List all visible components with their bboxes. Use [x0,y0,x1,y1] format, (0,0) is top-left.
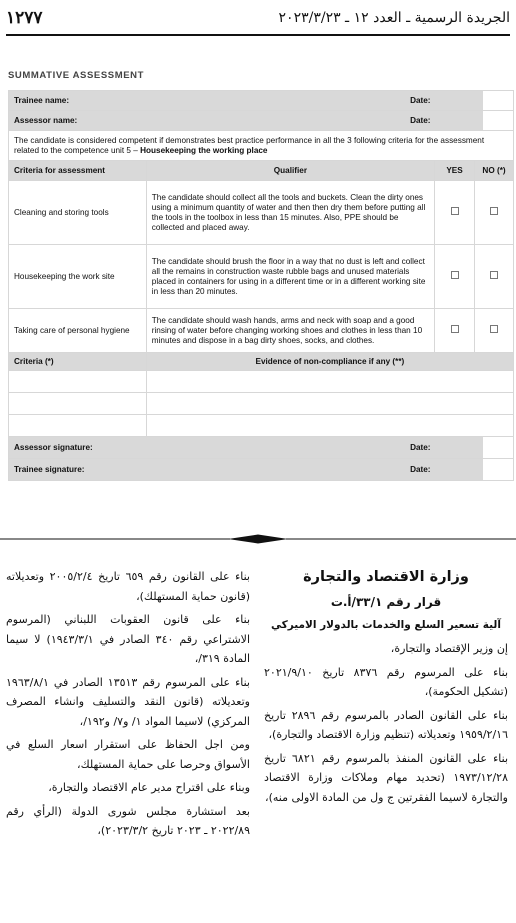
noncompliance-row [9,371,514,393]
noncompliance-criteria-cell[interactable] [9,393,147,415]
noncompliance-evidence-cell[interactable] [146,415,513,437]
decree-paragraph: بناء على القانون المنفذ بالمرسوم رقم ٦٨٢١ تاريخ ١٩٧٣/١٢/٢٨ (تحديد مهام وملاكات وزارة الاقتصاد والتجارة لاسيما الفقرتين ج ول من المادة الاولى منه)، [264,751,509,804]
yes-checkbox[interactable] [451,325,459,333]
assessor-signature-row [9,437,514,459]
assessor-row [9,111,514,131]
intro-text: The candidate is considered competent if demonstrates best practice performance in all the 3 following criteria for the assessment related to the competence unit 5 – Housekeeping the working place [9,131,514,161]
decree-paragraph: بعد استشارة مجلس شورى الدولة (الرأي رقم ٢٠٢٢/٨٩ ـ ٢٠٢٣ تاريخ ٢٠٢٣/٣/٢)، [6,804,250,837]
assessment-table [8,90,514,481]
unit-title: Housekeeping the working place [140,145,268,155]
section-title: SUMMATIVE ASSESSMENT [8,70,145,81]
decree-right-column [264,567,508,811]
noncompliance-criteria-cell[interactable] [9,371,147,393]
col-qualifier: Qualifier [146,161,434,181]
decree-paragraph: بناء على القانون الصادر بالمرسوم رقم ٢٨٩٦ تاريخ ١٩٥٩/٢/١٦ وتعديلاته (تنظيم وزارة الاقتصاد والتجارة)، [264,708,508,741]
noncompliance-evidence-cell[interactable] [146,393,513,415]
decree-paragraph: بناء على القانون رقم ٦٥٩ تاريخ ٢٠٠٥/٢/٤ وتعديلاته (قانون حماية المستهلك)، [6,570,250,603]
qualifier-text: The candidate should collect all the tools and buckets. Clean the dirty ones using a minimum quantity of water and then then dry them before putting all the tools in the toolbox in less than 15 minutes. Also, PPE should be collected and placed away. [146,181,434,245]
qualifier-text: The candidate should wash hands, arms and neck with soap and a good rinsing of water before changing working shoes and clothes in less than 10 minutes and dispose in a bag dirty shoes, socks, and clothes. [146,309,434,353]
col-yes: YES [435,161,475,181]
assessor-signature-date-label: Date: [405,437,484,459]
criteria-label: Cleaning and storing tools [9,181,147,245]
criteria-row [9,309,514,353]
criteria-label: Taking care of personal hygiene [9,309,147,353]
criteria-row [9,245,514,309]
assessor-name-label: Assessor name: [9,111,435,131]
decree-left-column [6,567,250,845]
noncompliance-row [9,415,514,437]
page-header [6,8,510,34]
decree-paragraph: بناء على قانون العقوبات اللبناني (المرسوم الاشتراعي رقم ٣٤٠ الصادر في ١٩٤٣/٣/١) لا سيما المادة ٣١٩/، [6,613,251,665]
noncompliance-criteria-label: Criteria (*) [9,353,147,371]
qualifier-text: The candidate should brush the floor in a way that no dust is left and collect all the remains in construction waste rubble bags and unused materials placed in containers for using in a different time or in a different working site in less than 20 minutes. [146,245,434,309]
trainee-signature-row [9,459,514,481]
assessor-signature-label: Assessor signature: [9,437,435,459]
header-rule [6,34,510,36]
noncompliance-row [9,393,514,415]
decree-paragraph: ومن اجل الحفاظ على استقرار اسعار السلع في الأسواق وحرصا على حماية المستهلك، [6,738,250,771]
page-number: ١٢٧٧ [6,8,43,28]
noncompliance-evidence-cell[interactable] [146,371,513,393]
no-checkbox[interactable] [490,271,498,279]
ministry-title: وزارة الاقتصاد والتجارة [303,569,469,585]
col-criteria: Criteria for assessment [9,161,147,181]
noncompliance-criteria-cell[interactable] [9,415,147,437]
decree-paragraph: وبناء على اقتراح مدير عام الاقتصاد والتجارة، [48,781,250,794]
no-checkbox[interactable] [490,207,498,215]
gazette-title: الجريدة الرسمية ـ العدد ١٢ ـ ٢٠٢٣/٣/٢٣ [278,10,510,26]
trainee-signature-label: Trainee signature: [9,459,435,481]
criteria-label: Housekeeping the work site [9,245,147,309]
trainee-row [9,91,514,111]
noncompliance-header-row [9,353,514,371]
decree-subject: آلية تسعير السلع والخدمات بالدولار الاميركي [271,619,501,631]
intro-row [9,131,514,161]
noncompliance-evidence-label: Evidence of non-compliance if any (**) [146,353,513,371]
col-no: NO (*) [475,161,514,181]
decree-paragraph: بناء على المرسوم رقم ٨٣٧٦ تاريخ ٢٠٢١/٩/١٠ (تشكيل الحكومة)، [264,665,509,698]
trainee-name-label: Trainee name: [9,91,435,111]
column-header-row [9,161,514,181]
section-divider [0,531,516,547]
assessor-date-label: Date: [405,111,484,131]
criteria-row [9,181,514,245]
decree-number: قرار رقم ٣٣/١/أ.ت [330,595,442,609]
yes-checkbox[interactable] [451,271,459,279]
trainee-signature-date-label: Date: [405,459,484,481]
yes-checkbox[interactable] [451,207,459,215]
decree-paragraph: بناء على المرسوم رقم ١٣٥١٣ الصادر في ١٩٦٣/٨/١ وتعديلاته (قانون النقد والتسليف وانشاء المصرف المركزي) لاسيما المواد ١/ و٧/ و١٩٢/، [6,675,250,728]
trainee-date-label: Date: [405,91,484,111]
decree-paragraph: إن وزير الإقتصاد والتجارة، [390,642,508,655]
no-checkbox[interactable] [490,325,498,333]
